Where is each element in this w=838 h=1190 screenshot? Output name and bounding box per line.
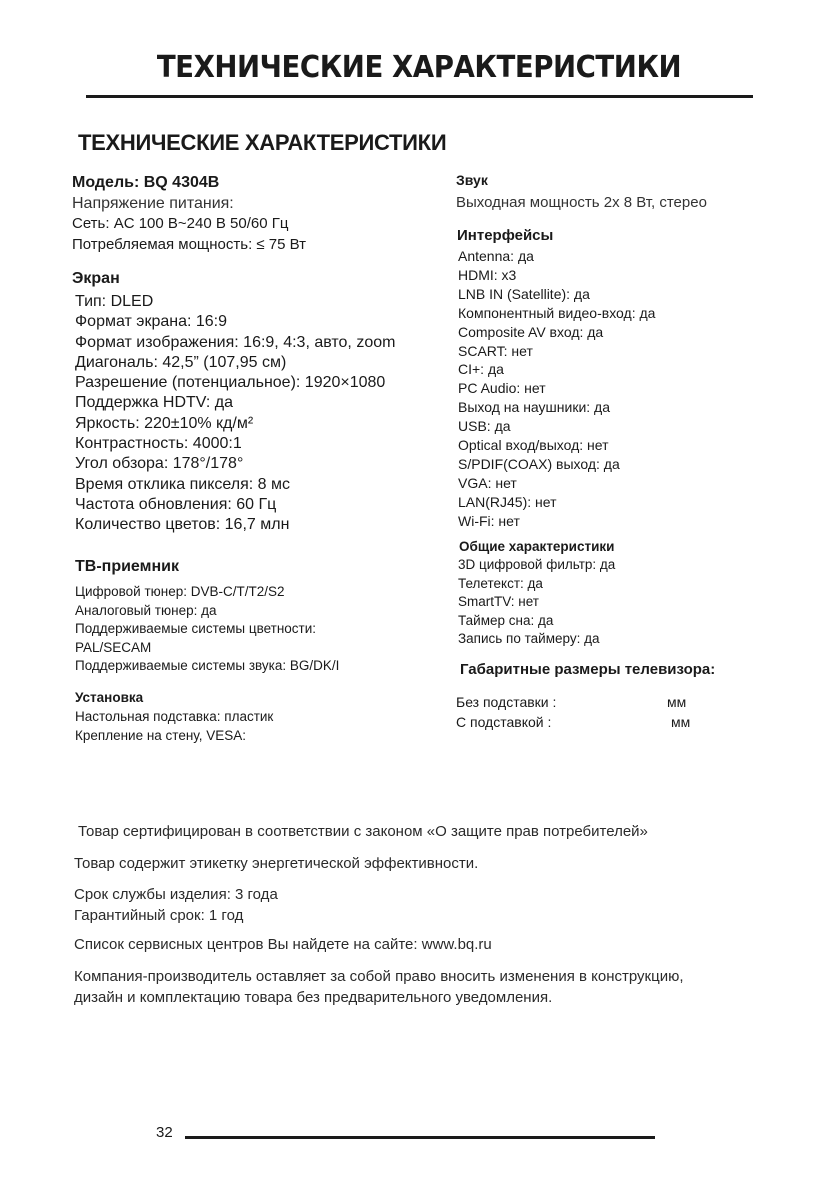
list-item: Запись по таймеру: да [458, 631, 600, 647]
list-item: USB: да [458, 418, 511, 435]
section-title: ТЕХНИЧЕСКИЕ ХАРАКТЕРИСТИКИ [78, 130, 447, 155]
install-heading: Установка [75, 690, 144, 705]
list-item: Composite AV вход: да [458, 323, 604, 340]
list-item: CI+: да [458, 361, 504, 378]
dimension-label: С подставкой : [456, 714, 552, 730]
left-column [72, 173, 306, 255]
list-item: SmartTV: нет [458, 594, 539, 610]
list-item: Таймер сна: да [458, 612, 554, 628]
list-item: 3D цифровой фильтр: да [458, 557, 616, 572]
list-item: Цифровой тюнер: DVB-C/T/T2/S2 [75, 584, 285, 599]
power-line: Сеть: AC 100 В~240 В 50/60 Гц [72, 215, 289, 232]
list-item: Поддерживаемые системы звука: BG/DK/I [75, 658, 340, 674]
dimensions-heading: Габаритные размеры телевизора: [460, 661, 716, 678]
dimension-label: Без подставки : [456, 694, 557, 710]
list-item: Диагональ: 42,5” (107,95 см) [75, 353, 287, 371]
list-item: Частота обновления: 60 Гц [75, 495, 277, 513]
list-item: PC Audio: нет [458, 380, 546, 397]
footer-divider [185, 1136, 655, 1139]
list-item: Формат изображения: 16:9, 4:3, авто, zoom [75, 333, 396, 351]
list-item: Тип: DLED [75, 293, 154, 310]
dimension-unit: мм [671, 714, 691, 730]
list-item: Количество цветов: 16,7 млн [75, 516, 290, 534]
list-item: Выход на наушники: да [458, 399, 611, 416]
service-centers: Список сервисных центров Вы найдете на сайте: www.bq.ru [74, 936, 492, 953]
service-life: Срок службы изделия: 3 года [74, 886, 278, 903]
tv-heading: ТВ-приемник [75, 558, 179, 575]
tv-list [75, 583, 339, 676]
list-item: Поддержка HDTV: да [75, 394, 233, 412]
list-item: LNB IN (Satellite): да [458, 285, 590, 302]
list-item: Настольная подставка: пластик [75, 709, 274, 724]
list-item: Поддерживаемые системы цветности: [75, 621, 317, 637]
dimension-unit: мм [667, 694, 687, 710]
power-line: Потребляемая мощность: ≤ 75 Вт [72, 235, 307, 253]
list-item: Компонентный видео-вход: да [458, 304, 656, 321]
page-number: 32 [156, 1124, 173, 1141]
screen-list [75, 292, 395, 536]
list-item: Крепление на стену, VESA: [75, 727, 246, 743]
sound-line: Выходная мощность 2х 8 Вт, стерео [456, 194, 707, 211]
list-item: VGA: нет [458, 474, 517, 491]
rights-note: Компания-производитель оставляет за собой право вносить изменения в конструкцию, [74, 968, 684, 985]
general-heading: Общие характеристики [459, 539, 615, 554]
list-item: Телетекст: да [458, 575, 543, 591]
model-line: Модель: BQ 4304B [72, 174, 220, 191]
list-item: Antenna: да [458, 248, 534, 264]
interfaces-list [458, 247, 655, 531]
list-item: Контрастность: 4000:1 [75, 435, 242, 453]
list-item: Wi-Fi: нет [458, 512, 520, 529]
warranty: Гарантийный срок: 1 год [74, 907, 244, 924]
screen-heading: Экран [72, 270, 120, 287]
list-item: S/PDIF(COAX) выход: да [458, 455, 620, 472]
energy-note: Товар содержит этикетку энергетической эффективности. [74, 855, 479, 872]
list-item: LAN(RJ45): нет [458, 493, 557, 510]
list-item: SCART: нет [458, 342, 533, 359]
list-item: Разрешение (потенциальное): 1920×1080 [75, 374, 386, 392]
list-item: PAL/SECAM [75, 639, 152, 655]
list-item: Яркость: 220±10% кд/м² [75, 414, 254, 432]
page-title: ТЕХНИЧЕСКИЕ ХАРАКТЕРИСТИКИ [156, 50, 682, 85]
rights-note: дизайн и комплектацию товара без предварительного уведомления. [74, 989, 553, 1006]
power-heading: Напряжение питания: [72, 194, 234, 212]
list-item: Формат экрана: 16:9 [75, 313, 228, 331]
title-divider [86, 95, 753, 98]
list-item: Время отклика пикселя: 8 мс [75, 475, 290, 493]
list-item: Optical вход/выход: нет [458, 437, 609, 454]
certification-note: Товар сертифицирован в соответствии с законом «О защите прав потребителей» [78, 823, 648, 840]
list-item: Угол обзора: 178°/178° [75, 455, 244, 473]
general-list [458, 556, 615, 649]
install-list [75, 708, 273, 745]
list-item: HDMI: x3 [458, 266, 517, 283]
sound-heading: Звук [456, 172, 488, 188]
list-item: Аналоговый тюнер: да [75, 602, 217, 618]
interfaces-heading: Интерфейсы [457, 227, 554, 244]
